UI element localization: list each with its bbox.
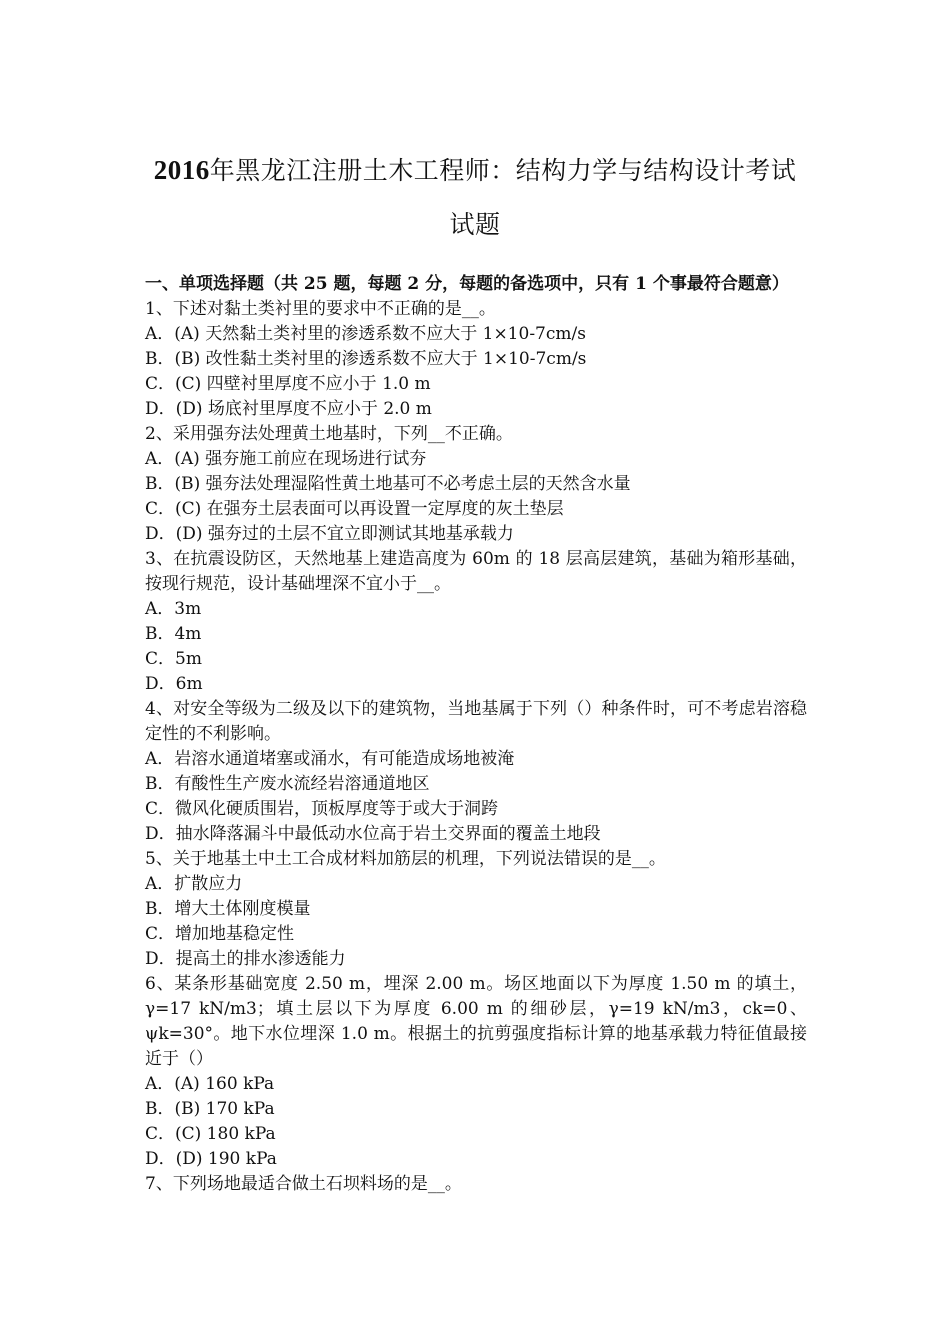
question-4	[145, 697, 807, 847]
title-text-1: 年黑龙江注册土木工程师：结构力学与结构设计考试	[209, 156, 797, 185]
title-year: 2016	[153, 155, 210, 185]
option-c: C．5m	[145, 649, 202, 669]
option-b: B．(B) 170 kPa	[145, 1099, 275, 1119]
option-d: D．6m	[145, 674, 203, 694]
question-1	[145, 297, 807, 422]
option-c: C．微风化硬质围岩，顶板厚度等于或大于洞跨	[145, 799, 499, 819]
question-stem: 1、下述对黏土类衬里的要求中不正确的是__。	[145, 299, 496, 319]
question-stem: 3、在抗震设防区，天然地基上建造高度为 60m 的 18 层高层建筑，基础为箱形基础，按现行规范，设计基础埋深不宜小于__。	[145, 549, 807, 594]
question-stem: 4、对安全等级为二级及以下的建筑物，当地基属于下列（）种条件时，可不考虑岩溶稳定性的不利影响。	[145, 699, 807, 744]
option-a: A．3m	[145, 599, 202, 619]
option-b: B．(B) 改性黏土类衬里的渗透系数不应大于 1×10-7cm/s	[145, 349, 587, 369]
question-2	[145, 422, 807, 547]
question-stem: 2、采用强夯法处理黄土地基时，下列__不正确。	[145, 424, 513, 444]
option-a: A．岩溶水通道堵塞或涌水，有可能造成场地被淹	[145, 749, 515, 769]
option-b: B．(B) 强夯法处理湿陷性黄土地基可不必考虑土层的天然含水量	[145, 474, 631, 494]
question-7	[145, 1172, 807, 1197]
option-c: C．(C) 四壁衬里厚度不应小于 1.0 m	[145, 374, 431, 394]
option-c: C．(C) 180 kPa	[145, 1124, 276, 1144]
option-d: D．(D) 场底衬里厚度不应小于 2.0 m	[145, 399, 432, 419]
option-d: D．(D) 强夯过的土层不宜立即测试其地基承载力	[145, 524, 514, 544]
option-a: A．(A) 天然黏土类衬里的渗透系数不应大于 1×10-7cm/s	[145, 324, 586, 344]
title-line-1	[120, 143, 830, 198]
option-d: D．(D) 190 kPa	[145, 1149, 277, 1169]
title-line-2: 试题	[449, 210, 501, 239]
option-d: D．抽水降落漏斗中最低动水位高于岩土交界面的覆盖土地段	[145, 824, 601, 844]
question-stem: 6、某条形基础宽度 2.50 m，埋深 2.00 m。场区地面以下为厚度 1.50 m 的填土，γ=17 kN/m3；填土层以下为厚度 6.00 m 的细砂层，γ=19 kN/m3，ck=0、ψk=30°。地下水位埋深 1.0 m。根据土的抗剪强度指标计算的地基承载力特征值最接近于（）	[145, 974, 807, 1069]
option-c: C．(C) 在强夯土层表面可以再设置一定厚度的灰土垫层	[145, 499, 564, 519]
option-a: A．(A) 强夯施工前应在现场进行试夯	[145, 449, 427, 469]
option-b: B．增大土体刚度模量	[145, 899, 311, 919]
question-6	[145, 972, 807, 1172]
option-c: C．增加地基稳定性	[145, 924, 295, 944]
document-title	[120, 143, 830, 252]
question-stem: 5、关于地基土中土工合成材料加筋层的机理，下列说法错误的是__。	[145, 849, 666, 869]
option-d: D．提高土的排水渗透能力	[145, 949, 346, 969]
option-b: B．4m	[145, 624, 202, 644]
option-a: A．扩散应力	[145, 874, 243, 894]
document-body	[145, 272, 807, 1197]
section-heading: 一、单项选择题（共 25 题，每题 2 分，每题的备选项中，只有 1 个事最符合题意）	[145, 274, 789, 294]
question-stem: 7、下列场地最适合做土石坝料场的是__。	[145, 1174, 462, 1194]
option-b: B．有酸性生产废水流经岩溶通道地区	[145, 774, 430, 794]
option-a: A．(A) 160 kPa	[145, 1074, 275, 1094]
question-5	[145, 847, 807, 972]
question-3	[145, 547, 807, 697]
